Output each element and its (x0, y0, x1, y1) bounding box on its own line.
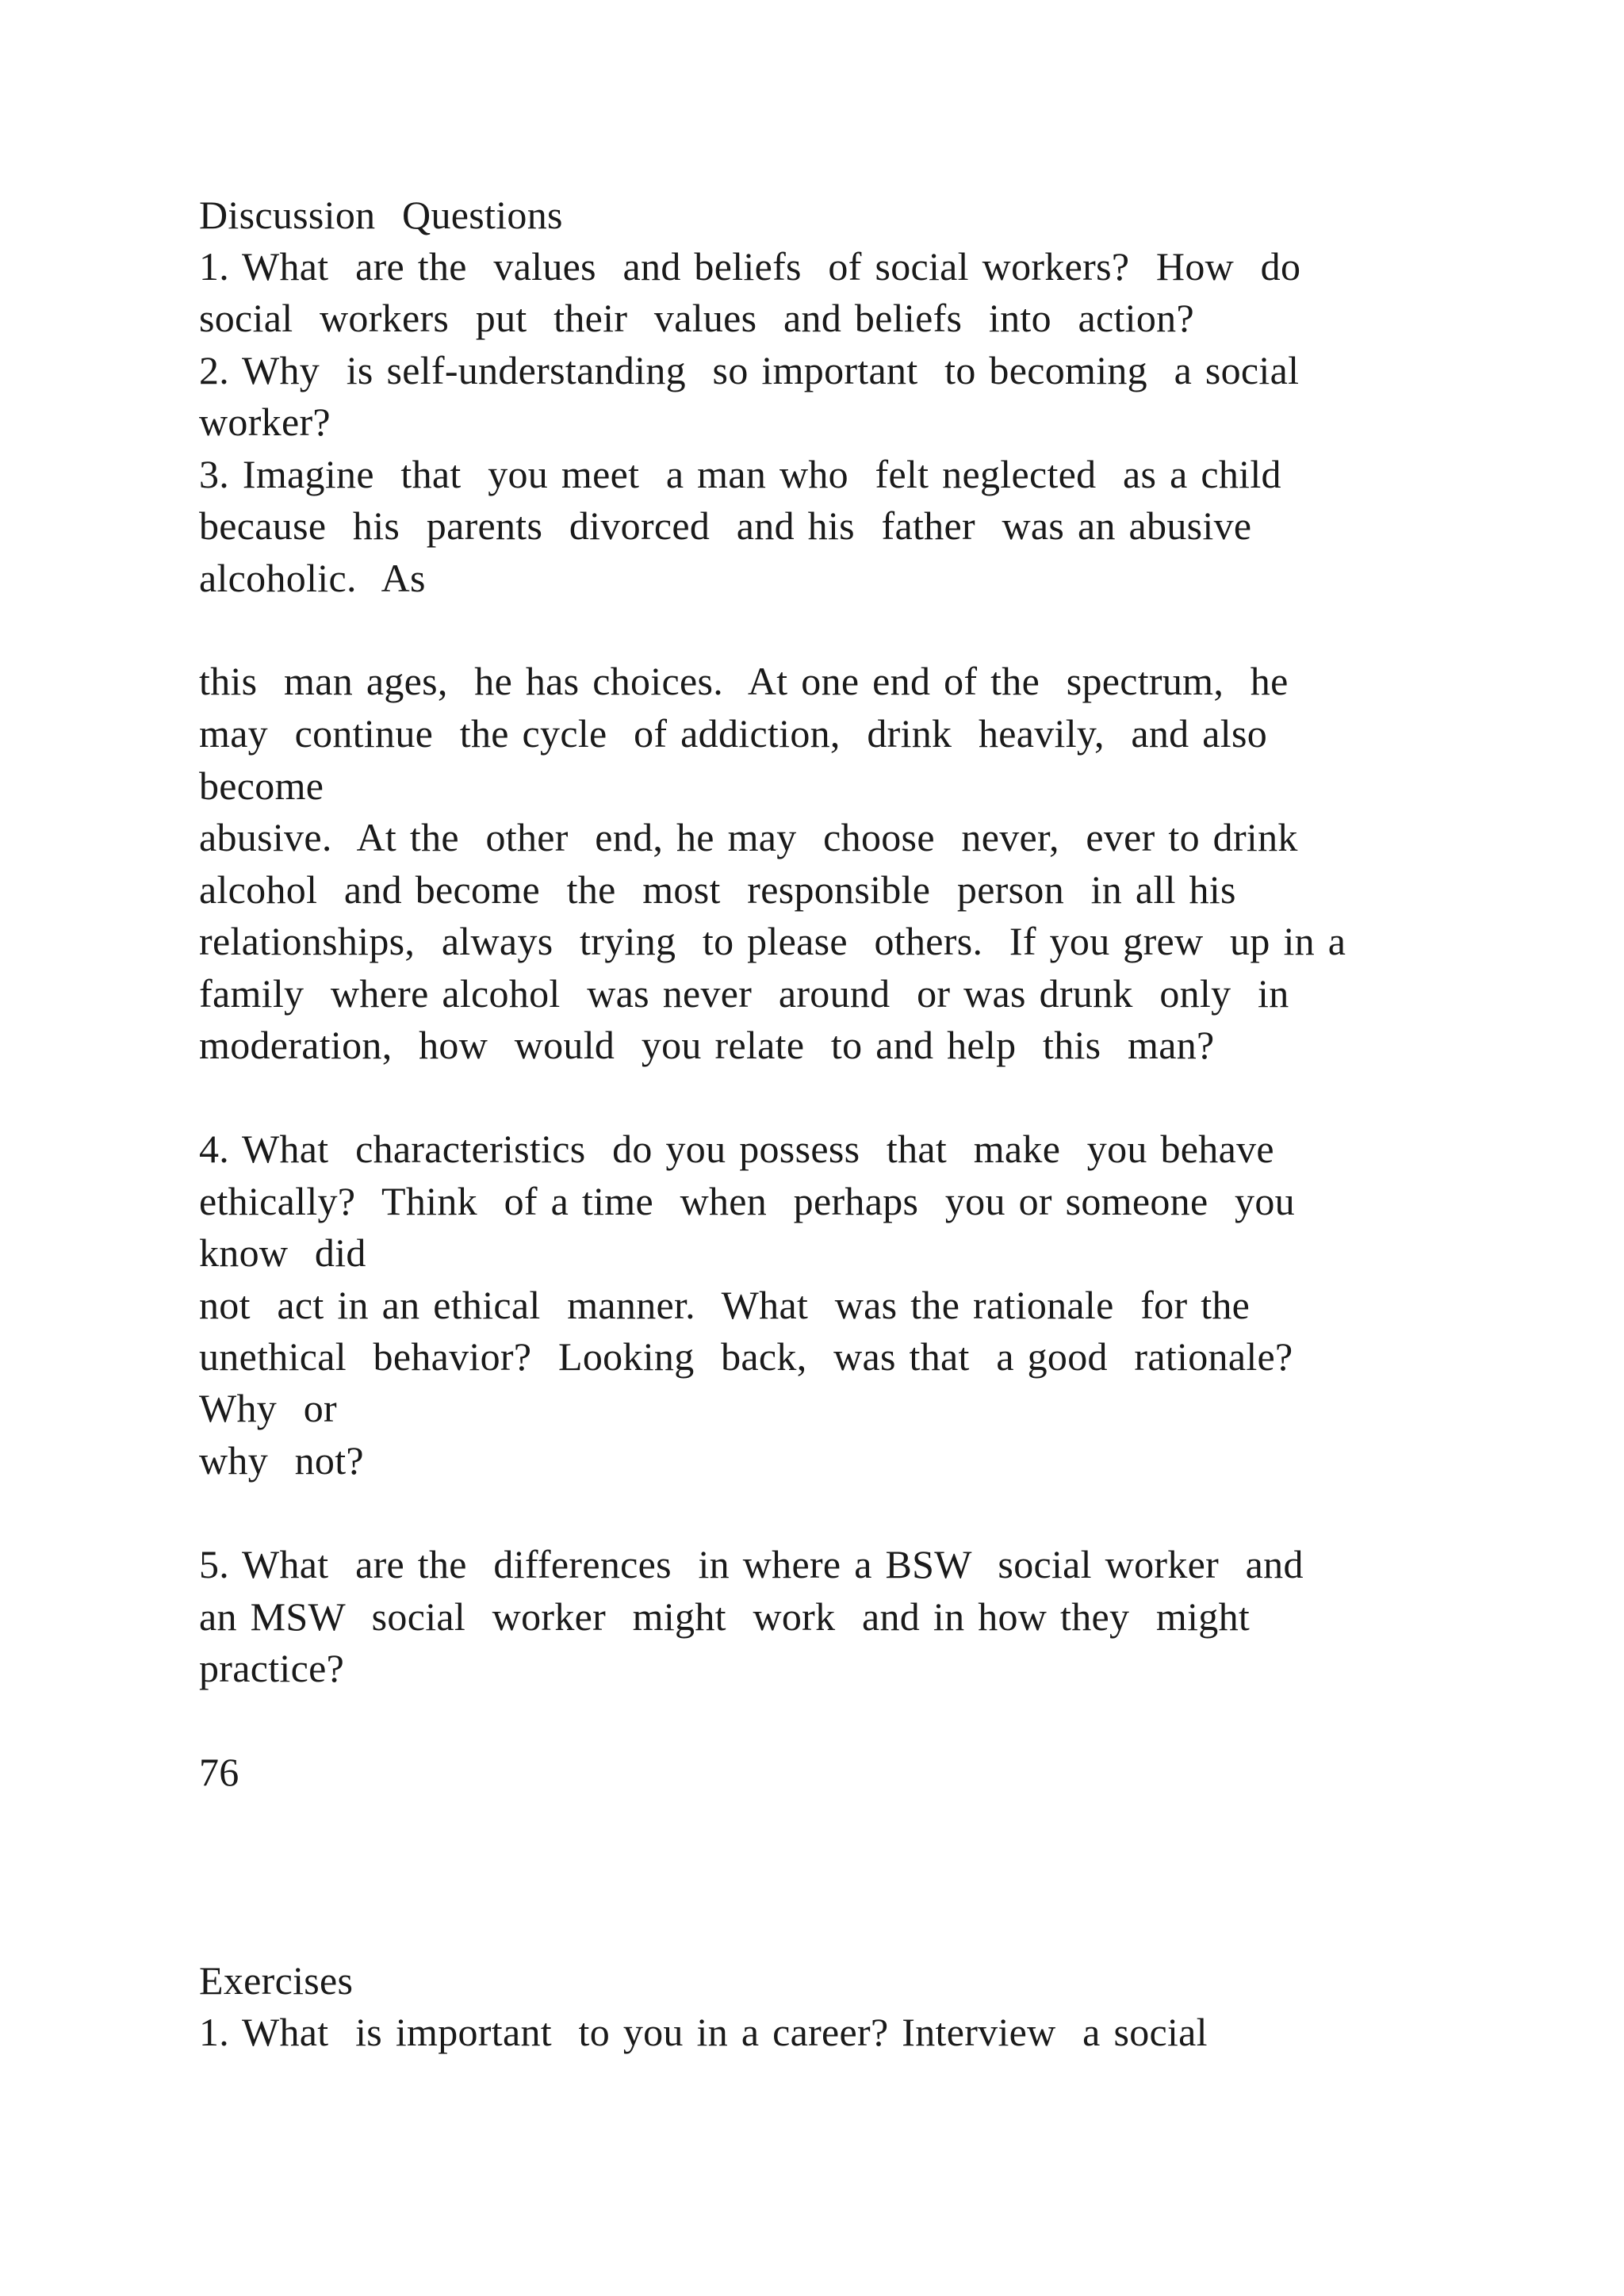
section-heading-discussion-questions: Discussion Questions (199, 193, 563, 237)
page-number: 76 (199, 1750, 239, 1794)
question-3-line-6: become (199, 763, 324, 808)
question-3-line-7: abusive. At the other end, he may choose never, ever to drink (199, 815, 1298, 859)
question-3-line-1: 3. Imagine that you meet a man who felt neglected as a child (199, 452, 1281, 496)
question-4-line-6: Why or (199, 1386, 337, 1430)
question-4-line-2: ethically? Think of a time when perhaps you or someone you (199, 1179, 1295, 1223)
question-4-line-3: know did (199, 1230, 366, 1275)
question-4-line-4: not act in an ethical manner. What was the rationale for the (199, 1283, 1251, 1327)
question-4-line-7: why not? (199, 1438, 364, 1483)
question-4-line-1: 4. What characteristics do you possess that make you behave (199, 1127, 1274, 1171)
question-5-line-3: practice? (199, 1646, 345, 1690)
question-3-line-5: may continue the cycle of addiction, drink heavily, and also (199, 711, 1268, 756)
question-1-line-2: social workers put their values and beliefs into action? (199, 296, 1194, 340)
question-5-line-1: 5. What are the differences in where a BSW social worker and (199, 1542, 1304, 1586)
question-5-line-2: an MSW social worker might work and in how they might (199, 1594, 1251, 1639)
question-2-line-1: 2. Why is self-understanding so important to becoming a social (199, 348, 1300, 392)
question-3-line-10: family where alcohol was never around or was drunk only in (199, 971, 1289, 1016)
section-heading-exercises: Exercises (199, 1958, 354, 2003)
question-3-line-2: because his parents divorced and his father was an abusive (199, 503, 1252, 548)
question-3-line-9: relationships, always trying to please others. If you grew up in a (199, 919, 1346, 963)
exercise-1-line-1: 1. What is important to you in a career? Interview a social (199, 2010, 1208, 2054)
question-2-line-2: worker? (199, 400, 331, 444)
question-1-line-1: 1. What are the values and beliefs of social workers? How do (199, 244, 1301, 289)
question-3-line-8: alcohol and become the most responsible person in all his (199, 867, 1236, 912)
question-4-line-5: unethical behavior? Looking back, was that a good rationale? (199, 1334, 1293, 1379)
question-3-line-11: moderation, how would you relate to and help this man? (199, 1023, 1215, 1067)
question-3-line-3: alcoholic. As (199, 556, 426, 600)
question-3-line-4: this man ages, he has choices. At one end of the spectrum, he (199, 659, 1289, 703)
